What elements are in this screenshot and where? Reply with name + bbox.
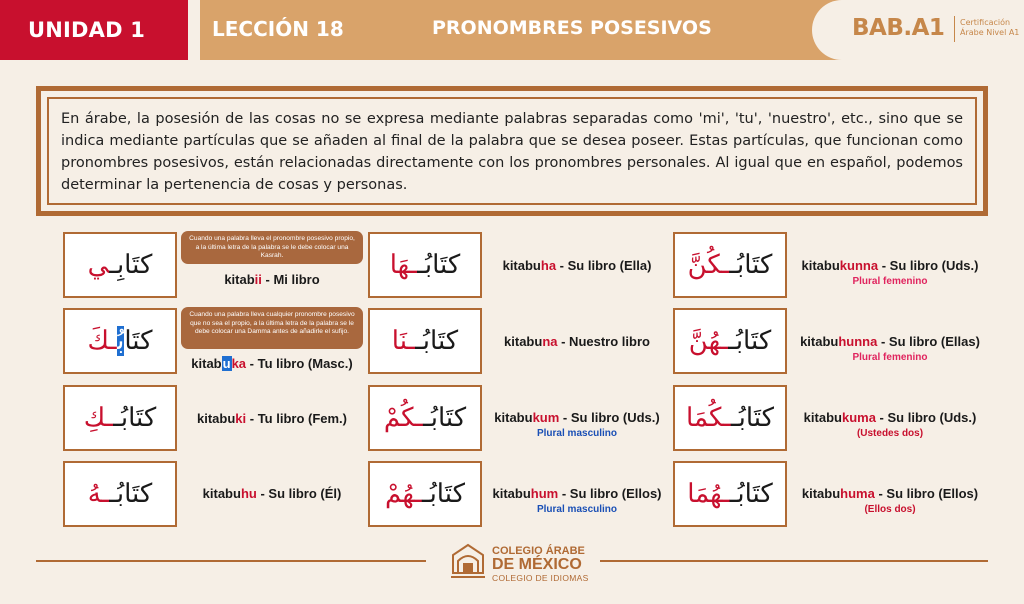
arabic-word: كتَابُــكُنَّ <box>687 250 773 280</box>
footer-line1: COLEGIO ÁRABE <box>492 545 585 557</box>
translit-hum: kitabuhum - Su libro (Ellos) <box>492 486 662 501</box>
sub-huma: (Ellos dos) <box>864 504 916 515</box>
certification-label: Certificación Árabe Nivel A1 <box>960 18 1020 37</box>
intro-text: En árabe, la posesión de las cosas no se expresa mediante palabras separadas como 'mi', 'tu', 'nuestro', etc., sino que se indica mediante partículas que se añaden al final de la palabra que se desea poseer. Estas partículas, que funcionan como pronombres posesivos, están relacionadas directamente con los pronombres personales. Al igual que en español, podemos determinar la pertenencia de cosas y personas. <box>47 97 977 205</box>
college-emblem-icon <box>449 543 487 581</box>
word-card-hunna <box>673 308 787 374</box>
arabic-word: كتَابُــهُ <box>87 479 153 509</box>
brand-logo: BAB.A1 <box>852 15 945 41</box>
translit-tu-masc: kitabuka - Tu libro (Masc.) <box>191 356 353 371</box>
unit-title: UNIDAD 1 <box>0 0 188 60</box>
footer-line2: DE MÉXICO <box>492 556 582 573</box>
sub-hunna: Plural femenino <box>852 352 928 363</box>
arabic-word: كتَابُــكُمَا <box>686 403 774 433</box>
note-damma: Cuando una palabra lleva cualquier pronombre posesivo que no sea el propio, a la última letra de la palabra se le debe colocar una Damma antes de añadirle el sufijo. <box>181 307 363 349</box>
word-card-nuestro <box>368 308 482 374</box>
translit-el: kitabuhu - Su libro (Él) <box>202 486 342 501</box>
word-card-kunna <box>673 232 787 298</box>
footer-divider-right <box>600 560 988 562</box>
translit-kum: kitabukum - Su libro (Uds.) <box>494 410 660 425</box>
sub-hum: Plural masculino <box>536 504 618 515</box>
arabic-word: كتَابِـي <box>87 250 153 280</box>
footer-divider-left <box>36 560 426 562</box>
sub-kunna: Plural femenino <box>852 276 928 287</box>
lesson-bar <box>200 0 850 60</box>
word-card-tu-fem <box>63 385 177 451</box>
arabic-word: كتَابُــكُمْ <box>383 403 467 433</box>
translit-tu-fem: kitabuki - Tu libro (Fem.) <box>197 411 347 426</box>
word-card-ella <box>368 232 482 298</box>
translit-kunna: kitabukunna - Su libro (Uds.) <box>801 258 979 273</box>
lesson-title: LECCIÓN 18 <box>212 17 344 41</box>
brand-block <box>812 0 1024 60</box>
sub-kum: Plural masculino <box>536 428 618 439</box>
intro-box <box>36 86 988 216</box>
word-card-el <box>63 461 177 527</box>
word-card-kum <box>368 385 482 451</box>
translit-hunna: kitabuhunna - Su libro (Ellas) <box>800 334 980 349</box>
word-card-huma <box>673 461 787 527</box>
topic-title: PRONOMBRES POSESIVOS <box>432 17 712 39</box>
word-card-mi <box>63 232 177 298</box>
arabic-word: كتَابُـكَ <box>87 326 153 356</box>
translit-kuma: kitabukuma - Su libro (Uds.) <box>803 410 977 425</box>
header-bar <box>0 0 1024 60</box>
word-card-hum <box>368 461 482 527</box>
arabic-word: كتَابُــهَا <box>389 250 461 280</box>
translit-mi: kitabii - Mi libro <box>224 272 320 287</box>
arabic-word: كتَابُــهُمْ <box>385 479 465 509</box>
word-card-tu-masc <box>63 308 177 374</box>
arabic-word: كتَابُــكِ <box>83 403 157 433</box>
arabic-word: كتَابُــهُنَّ <box>688 326 772 356</box>
translit-huma: kitabuhuma - Su libro (Ellos) <box>801 486 979 501</box>
note-kasrah: Cuando una palabra lleva el pronombre posesivo propio, a la última letra de la palabra se le debe colocar una Kasrah. <box>181 231 363 264</box>
word-card-kuma <box>673 385 787 451</box>
footer-line3: COLEGIO DE IDIOMAS <box>492 573 589 583</box>
arabic-word: كتَابُــهُمَا <box>687 479 773 509</box>
translit-ella: kitabuha - Su libro (Ella) <box>502 258 652 273</box>
translit-nuestro: kitabuna - Nuestro libro <box>504 334 650 349</box>
sub-kuma: (Ustedes dos) <box>856 428 924 439</box>
arabic-word: كتَابُــنَا <box>391 326 459 356</box>
